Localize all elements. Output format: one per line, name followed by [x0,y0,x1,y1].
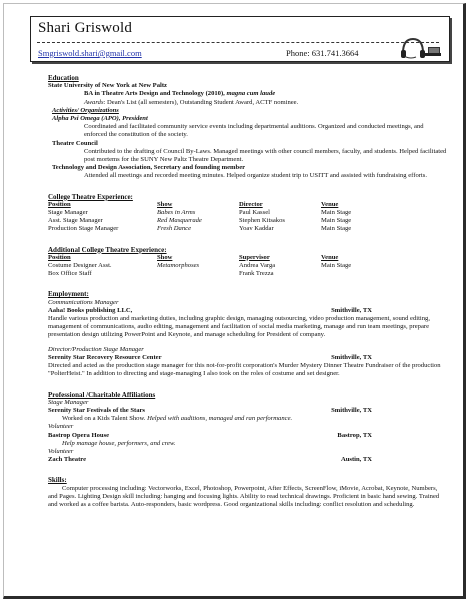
affil1-org: Serenity Star Festivals of the Stars [48,406,146,414]
cell-venue: Main Stage [321,217,352,225]
cell-position: Production Stage Manager [48,225,119,233]
professional-heading: Professional /Charitable Affiliations [48,390,156,399]
cell-position: Costume Designer Asst. [48,262,112,270]
org2-desc: Contributed to the drafting of Council By-Laws. Managed meetings with other council members, faculty, and students. Helped facilitated post mortems for the SUNY New Paltz Theatre Department. [84,147,447,164]
cell-show [157,270,239,278]
table-row [48,217,448,225]
cell-director: Paul Kassel [239,209,270,217]
awards-line [48,99,448,107]
affil1-desc [48,415,448,423]
affil3-role: Volunteer [48,447,74,455]
job2-company-line [48,354,372,362]
job1-title: Communications Manager [48,298,119,306]
college-exp-heading: College Theatre Experience: [48,192,133,201]
resume-header [30,16,450,62]
cell-position: Box Office Staff [48,270,92,278]
candidate-name: Shari Griswold [38,20,133,36]
awards-text: : Dean's List (all semesters), Outstanding Student Award, ACTF nominee. [103,98,299,106]
col-supervisor: Supervisor [239,253,270,261]
table-row [48,225,448,233]
resume-page [3,3,466,599]
col-position: Position [48,253,71,261]
job2-company: Serenity Star Recovery Resource Center [48,353,162,361]
school-name: State University of New York at New Paltz [48,82,167,90]
col-venue: Venue [321,200,339,208]
affil2-location: Bastrop, TX [337,431,372,439]
affil2-org-line [48,432,372,440]
org1-desc: Coordinated and facilitated community service events including departmental auditions. Organized and conducted meetings, and enforced the constitution of the society. [84,123,424,139]
degree-line [48,90,448,98]
skills-desc: Computer processing including: Vectorworks, Excel, Photoshop, Powerpoint, After Effects, ScreenFlow, iMovie, Acrobat, Keynote, Numbers, and Pages. Lighting Design skill including: hanging and focusing lights. Ability to read technical drawings. Proficient in basic hand sewing. Trained and worked as a coffee barista. Auto-responders, basic wordpress. Good organizational skills including: conflict resolution and scheduling. [48,484,440,508]
job2-title: Director/Production Stage Manager [48,345,144,353]
cell-venue: Main Stage [321,225,352,233]
resume-body [48,74,448,509]
header-divider [37,42,439,43]
affil1-location: Smithville, TX [331,406,372,414]
cell-supervisor: Andrea Varga [239,262,276,270]
cell-venue: Main Stage [321,209,352,217]
headset-icon [399,35,443,61]
affil2-role: Volunteer [48,423,74,431]
email-link[interactable]: Smgriswold.shari@gmail.com [38,48,142,58]
job1-company: Aaha! Books publishing LLC, [48,306,133,314]
table-row [48,262,448,270]
additional-exp-heading: Additional College Theatre Experience: [48,245,167,254]
table-row [48,270,448,278]
cell-venue: Main Stage [321,262,352,270]
college-exp-header-row [48,201,448,209]
cell-position: Asst. Stage Manager [48,217,103,225]
degree-honor: magna cum laude [226,90,276,98]
cell-position: Stage Manager [48,209,88,217]
job1-desc: Handle various production and marketing duties, including graphic design, managing outsourcing, video production management, sound editing, management of communications, audio editing, management and facilitation of social media marketing, manage and run team meetings, prepare presentation design utilizing PowerPoint and Keynote, and manage scheduling for President of company. [48,315,430,339]
cell-show: Metamorphoses [157,262,200,270]
table-row [48,209,448,217]
cell-show: Fresh Dance [157,225,191,233]
affil1-desc-plain: Worked on a Kids Talent Show. [62,415,148,423]
awards-label: Awards [84,98,104,106]
cell-venue [321,270,381,278]
org2-title: Theatre Council [52,139,98,147]
job2-desc: Directed and acted as the production stage manager for this not-for-profit corporation's Murder Mystery Dinner Theatre Fundraiser of the production "PolterHeist." In addition to directing and stage-managing I also took on the roles of costume and set designer. [48,362,441,378]
affil1-org-line [48,407,372,415]
camera-icon [425,47,441,56]
affil3-org: Zach Theatre [48,456,87,464]
employment-heading: Employment: [48,290,89,299]
degree-text: BA in Theatre Arts Design and Technology (2010), [84,90,227,98]
affil2-org: Bastrop Opera House [48,431,110,439]
education-heading: Education [48,74,79,82]
skills-heading: Skills: [48,476,67,485]
org1-title: Alpha Psi Omega (APO), President [52,115,148,123]
job1-company-line [48,307,372,315]
job1-location: Smithville, TX [331,306,372,314]
affil2-desc: Help manage house, performers, and crew. [62,439,176,447]
affil1-desc-ital: Helped with auditions, managed and ran performance. [147,415,293,423]
activities-heading: Activities/ Organizations [52,106,119,114]
org3-desc: Attended all meetings and recorded meeting minutes. Helped organize student trip to USITT and assisted with fundraising efforts. [84,172,427,180]
additional-exp-header-row [48,254,448,262]
cell-director: Stephen Kitsakos [239,217,285,225]
col-venue: Venue [321,253,339,261]
col-director: Director [239,200,263,208]
affil3-org-line [48,456,372,464]
cell-director: Yoav Kaddar [239,225,274,233]
job2-location: Smithville, TX [331,353,372,361]
col-position: Position [48,200,71,208]
cell-supervisor: Frank Trezza [239,270,274,278]
cell-show: Babes in Arms [157,209,196,217]
col-show: Show [157,200,173,208]
col-show: Show [157,253,173,261]
cell-show: Red Masquerade [157,217,202,225]
org3-title: Technology and Design Association, Secretary and founding member [52,164,246,172]
affil1-role: Stage Manager [48,398,89,406]
affil3-location: Austin, TX [340,456,372,464]
phone-number: Phone: 631.741.3664 [286,48,359,58]
